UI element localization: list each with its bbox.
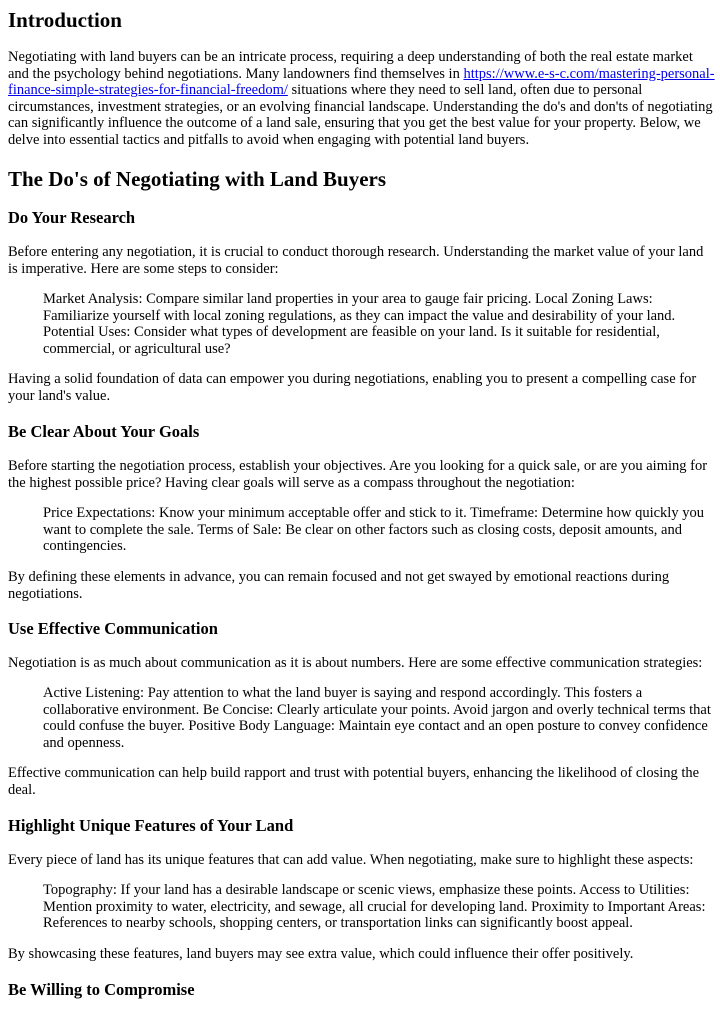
dos-heading: The Do's of Negotiating with Land Buyers [8, 167, 387, 191]
intro-heading: Introduction [8, 8, 122, 32]
research-intro: Before entering any negotiation, it is crucial to conduct thorough research. Understanding the market value of your land is imperative. Here are some steps to consider: [8, 244, 704, 277]
goals-heading: Be Clear About Your Goals [8, 422, 200, 441]
goals-list: Price Expectations: Know your minimum acceptable offer and stick to it. Timeframe: Determine how quickly you want to complete the sale. Terms of Sale: Be clear on other factors such as closing costs, deposit amounts, and contingencies. [43, 505, 704, 554]
communication-intro: Negotiation is as much about communication as it is about numbers. Here are some effective communication strategies: [8, 655, 703, 671]
research-list: Market Analysis: Compare similar land properties in your area to gauge fair pricing. Local Zoning Laws: Familiarize yourself with local zoning regulations, as they can impact the value and desirability of your land. Potential Uses: Consider what types of development are feasible on your land. Is it suitable for residential, commercial, or agricultural use? [43, 291, 676, 357]
compromise-heading: Be Willing to Compromise [8, 980, 195, 999]
communication-list: Active Listening: Pay attention to what the land buyer is saying and respond accordingly. This fosters a collaborative environment. Be Concise: Clearly articulate your points. Avoid jargon and overly technical terms that could confuse the buyer. Positive Body Language: Maintain eye contact and an open posture to convey confidence and openness. [43, 685, 711, 751]
features-outro: By showcasing these features, land buyers may see extra value, which could influence their offer positively. [8, 946, 634, 962]
article-link[interactable]: https://www.e-s-c.com/mastering-personal-finance-simple-strategies-for-financial-freedom/ [8, 65, 715, 98]
goals-outro: By defining these elements in advance, you can remain focused and not get swayed by emotional reactions during negotiations. [8, 569, 670, 602]
intro-paragraph [8, 49, 716, 148]
communication-outro: Effective communication can help build rapport and trust with potential buyers, enhancing the likelihood of closing the deal. [8, 765, 700, 798]
intro-text-before-link: Negotiating with land buyers can be an intricate process, requiring a deep understanding of both the real estate market and the psychology behind negotiations. Many landowners find themselves in [8, 49, 693, 82]
communication-heading: Use Effective Communication [8, 619, 218, 638]
research-heading: Do Your Research [8, 208, 136, 227]
goals-intro: Before starting the negotiation process, establish your objectives. Are you looking for a quick sale, or are you aiming for the highest possible price? Having clear goals will serve as a compass throughout the negotiation: [8, 458, 708, 491]
features-heading: Highlight Unique Features of Your Land [8, 816, 294, 835]
features-intro: Every piece of land has its unique features that can add value. When negotiating, make sure to highlight these aspects: [8, 852, 694, 868]
research-outro: Having a solid foundation of data can empower you during negotiations, enabling you to present a compelling case for your land's value. [8, 371, 697, 404]
intro-text-after-link: situations where they need to sell land, often due to personal circumstances, investment strategies, or an evolving financial landscape. Understanding the do's and don'ts of negotiating can significantly influence the outcome of a land sale, ensuring that you get the best value for your property. Below, we delve into essential tactics and pitfalls to avoid when engaging with potential land buyers. [8, 82, 713, 148]
features-list: Topography: If your land has a desirable landscape or scenic views, emphasize these points. Access to Utilities: Mention proximity to water, electricity, and sewage, all crucial for developing land. Proximity to Important Areas: References to nearby schools, shopping centers, or transportation links can significantly boost appeal. [43, 882, 706, 931]
